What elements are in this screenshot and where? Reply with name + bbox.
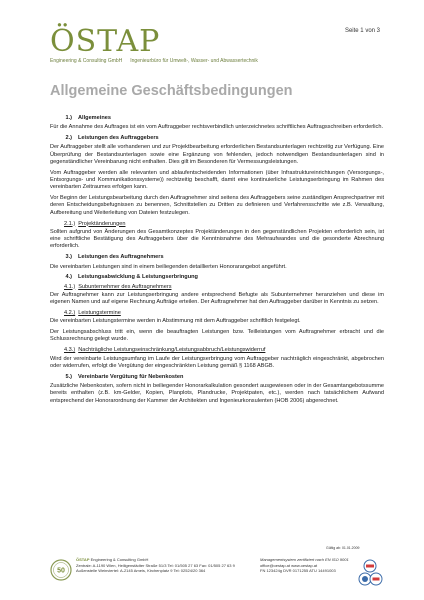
section-number: 4.) bbox=[65, 274, 72, 281]
section-heading bbox=[50, 135, 384, 142]
section-number: 3.) bbox=[65, 254, 72, 261]
subsection-title: Subunternehmer des Auftragnehmers bbox=[78, 283, 172, 290]
section-number: 5.) bbox=[65, 373, 72, 380]
footer-certification: Managementsystem zertifiziert nach EN ISO 9001 bbox=[260, 557, 349, 562]
company-logo bbox=[50, 24, 258, 64]
section-title: Leistungen des Auftragnehmers bbox=[78, 254, 164, 261]
footer-main-office: Zentrale: A-1190 Wien, Heiligenstädter Straße 51/3 Tel: 01/505 27 63 Fax: 01/505 27 63 9 bbox=[76, 562, 235, 568]
section-heading bbox=[50, 115, 384, 122]
paragraph: Für die Annahme des Auftrages ist ein vom Auftraggeber rechtsverbindlich unterzeichnetes schriftliches Auftragsschreiben erforderlich. bbox=[50, 124, 384, 131]
document-title: Allgemeine Geschäftsbedingungen bbox=[50, 83, 293, 99]
subsection-heading bbox=[64, 347, 384, 354]
paragraph: Vor Beginn der Leistungsbearbeitung durch den Auftragnehmer sind seitens des Auftraggebers seine zuständigen Ansprechpartner mit deren Entscheidungsbefugnissen zu benennen, Schnittstellen zu Dritten zu definieren und Verfahrensschritte wie z.B. Verwaltung, Aufbereitung und Weiterleitung von Dateien festzulegen. bbox=[50, 195, 384, 216]
subsection-heading bbox=[64, 221, 384, 228]
subsection-heading bbox=[64, 310, 384, 317]
paragraph: Die vereinbarten Leistungen sind in einem beiliegenden detaillierten Honorarangebot angeführt. bbox=[50, 263, 287, 270]
valid-from-stamp: Gültig ab: 01.01.2009 bbox=[326, 546, 360, 550]
footer-branch-office: Außenstelle Weinviertel: A-2145 Ameis, Kirchenplatz 9 Tel: 02524/20 364 bbox=[76, 568, 206, 574]
footer-company-suffix: Engineering & Consulting GmbH bbox=[89, 557, 149, 562]
section-number: 1.) bbox=[65, 115, 72, 121]
section-title: Allgemeines bbox=[78, 115, 111, 121]
footer-company-name: ÖSTAP bbox=[76, 557, 90, 562]
paragraph: Vom Auftraggeber werden alle relevanten und ablaufentscheidenden Informationen (über Infrastruktureinrichtungen (Versorgungs-, Entsorgungs- und Kommunikationssysteme)) rechtzeitig beschafft, damit eine kontinuierliche Leistungserbringung im Rahmen des vereinbarten Zeitraumes erfolgen kann. bbox=[50, 169, 384, 191]
page-number: Seite 1 von 3 bbox=[344, 28, 380, 34]
terms-body bbox=[50, 113, 384, 408]
section-title: Leistungen des Auftraggebers bbox=[78, 135, 159, 142]
section-number: 2.) bbox=[65, 135, 72, 142]
seal-text: 50 bbox=[57, 567, 65, 575]
logo-tagline bbox=[50, 58, 258, 64]
certification-badges-icon bbox=[355, 558, 385, 588]
section-heading bbox=[50, 274, 384, 281]
paragraph: Die vereinbarten Leistungstermine werden in Abstimmung mit dem Auftraggeber schriftlich festgelegt. bbox=[50, 318, 301, 325]
paragraph: Der Auftragnehmer kann zur Leistungserbringung andere entsprechend Befugte als Subunternehmer heranziehen und diese im eigenen Namen und auf eigene Rechnung Aufträge erteilen. Der Auftragnehmer hat den Auftraggeber darüber in Kenntnis zu setzen. bbox=[50, 291, 384, 306]
section-heading bbox=[50, 374, 384, 381]
page-footer bbox=[50, 556, 384, 592]
section-heading bbox=[50, 254, 384, 261]
subsection-number: 4.1.) bbox=[64, 283, 76, 290]
paragraph: Sollten aufgrund von Änderungen des Gesamtkonzeptes Projektänderungen in den gegenständlichen Projekten erforderlich sein, ist eine schriftliche Bestätigung des Auftraggebers über die Kenntnisnahme des Mehraufwandes und die gesonderte Abrechnung erforderlich. bbox=[50, 228, 384, 250]
section-title: Leistungsabwicklung & Leistungserbringung bbox=[78, 274, 198, 281]
anniversary-seal-icon bbox=[50, 559, 72, 581]
subsection-number: 2.1.) bbox=[64, 220, 76, 227]
logo-tagline-right: Ingenieurbüro für Umwelt-, Wasser- und Abwassertechnik bbox=[130, 58, 258, 64]
paragraph: Der Leistungsabschluss tritt ein, wenn die beauftragten Leistungen bzw. Teilleistungen vom Auftragnehmer erbracht und die Schlussrechnung gelegt wurde. bbox=[50, 329, 384, 343]
paragraph: Der Auftraggeber stellt alle vorhandenen und zur Projektbearbeitung erforderlichen Bestandsunterlagen rechtzeitig zur Verfügung. Eine Überprüfung der Bestandsunterlagen sowie eine Ergänzung von fehlenden, jedoch notwendigen Bestandsunterlagen sind in gegenständlicher Vereinbarung nicht enthalten. Dies gilt im Besonderen für Vermessungsleistungen. bbox=[50, 144, 384, 165]
logo-wordmark: ÖSTAP bbox=[50, 24, 161, 59]
section-title: Vereinbarte Vergütung für Nebenkosten bbox=[78, 373, 184, 380]
paragraph: Zusätzliche Nebenkosten, sofern nicht in beiliegender Honorarkalkulation gesondert ausgewiesen oder in der Gesamtangebotssumme bereits enthalten (z.B. km-Gelder, Kopien, Planplots, Plandrucke, Projektpaten, etc.), werden nach tatsächlichem Aufwand entsprechend der Honorarordnung der Kammer der Architekten und Ingenieurkonsulenten (HOB 2006) abgerechnet. bbox=[50, 382, 384, 404]
footer-address bbox=[76, 557, 235, 574]
footer-register-numbers: FN 123424g DVR 0171255 ATU 14491003 bbox=[260, 568, 336, 574]
logo-tagline-left: Engineering & Consulting GmbH bbox=[50, 58, 123, 64]
footer-contact: office@oestap.at www.oestap.at bbox=[260, 562, 318, 568]
subsection-title: Projektänderungen bbox=[78, 220, 126, 227]
footer-registration bbox=[260, 557, 349, 574]
subsection-number: 4.2.) bbox=[64, 310, 76, 317]
subsection-heading bbox=[64, 284, 384, 291]
paragraph: Wird der vereinbarte Leistungsumfang im Laufe der Leistungserbringung vom Auftraggeber nachträglich eingeschränkt, abgebrochen oder widerrufen, erfolgt die Vergütung der eingeschränkten Leistung gemäß § 1168 ABGB. bbox=[50, 355, 384, 369]
subsection-number: 4.3.) bbox=[64, 347, 76, 354]
subsection-title: Nachträgliche Leistungseinschränkung/Leistungsabbruch/Leistungswiderruf bbox=[78, 347, 266, 354]
subsection-title: Leistungstermine bbox=[78, 310, 121, 317]
